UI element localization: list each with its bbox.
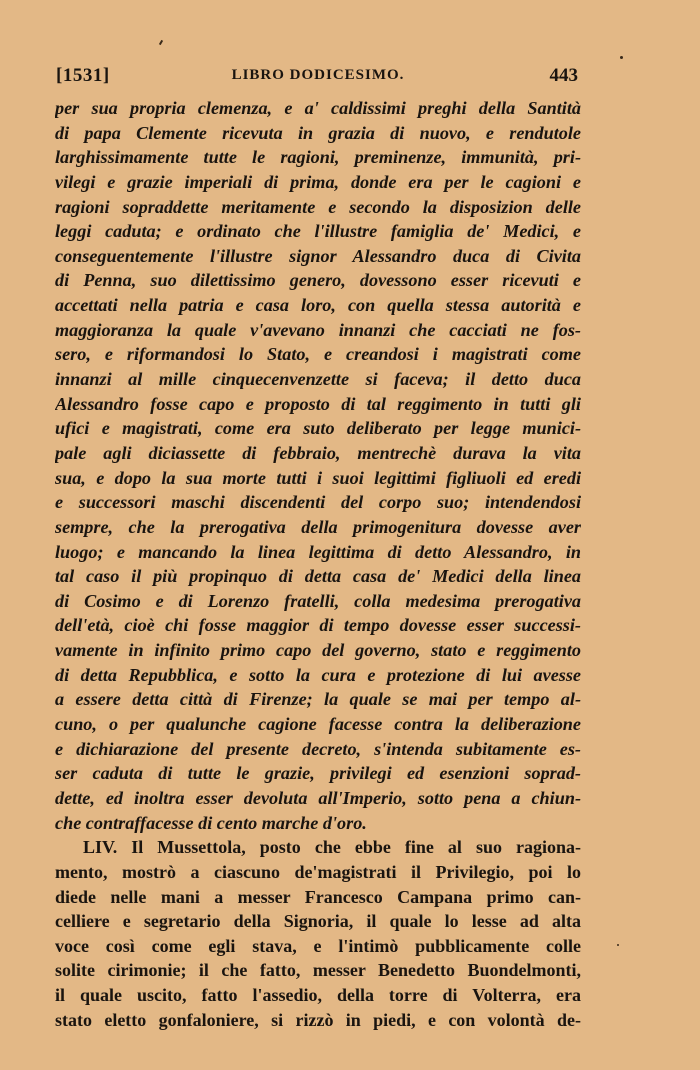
text-line: mento, mostrò a ciascuno de'magistrati il Privilegio, poi lo (55, 861, 581, 882)
text-line: vamente in infinito primo capo del governo, stato e reggimento (55, 640, 581, 661)
ink-speck (617, 944, 619, 946)
text-line: e dichiarazione del presente decreto, s'intenda subitamente es- (55, 738, 581, 759)
text-line: innanzi al mille cinquecenvenzette si faceva; il detto duca (55, 369, 581, 390)
text-line: LIV. Il Mussettola, posto che ebbe fine al suo ragiona- (83, 837, 581, 858)
text-line: di Cosimo e di Lorenzo fratelli, colla medesima prerogativa (55, 590, 581, 611)
text-line: celliere e segretario della Signoria, il quale lo lesse ad alta (55, 911, 581, 932)
text-line: a essere detta città di Firenze; la quale se mai per tempo al- (55, 689, 581, 710)
text-line: vilegi e grazie imperiali di prima, donde era per le cagioni e (55, 171, 581, 192)
text-line: conseguentemente l'illustre signor Alessandro duca di Civita (55, 245, 581, 266)
text-line: pale agli diciassette di febbraio, mentrechè durava la vita (55, 442, 581, 463)
text-line: voce così come egli stava, e l'intimò pubblicamente colle (55, 935, 581, 956)
header-year: [1531] (56, 65, 110, 86)
text-line: diede nelle mani a messer Francesco Campana primo can- (55, 886, 581, 907)
text-line: dell'età, cioè chi fosse maggior di tempo dovesse esser successi- (55, 615, 581, 636)
text-line: leggi caduta; e ordinato che l'illustre famiglia de' Medici, e (55, 221, 581, 242)
text-line: Alessandro fosse capo e proposto di tal reggimento in tutti gli (55, 393, 581, 414)
text-line: luogo; e mancando la linea legittima di detto Alessandro, in (55, 541, 581, 562)
text-line: larghissimamente tutte le ragioni, preminenze, immunità, pri- (55, 147, 581, 168)
text-line: solite cirimonie; il che fatto, messer Benedetto Buondelmonti, (55, 960, 581, 981)
text-line: tal caso il più propinquo di detta casa de' Medici della linea (55, 566, 581, 587)
text-line: e successori maschi discendenti del corpo suo; intendendosi (55, 492, 581, 513)
text-line: che contraffacesse di cento marche d'oro. (55, 812, 367, 833)
text-line: di detta Repubblica, e sotto la cura e protezione di lui avesse (55, 664, 581, 685)
page-number: 443 (549, 65, 578, 86)
text-line: ser caduta di tutte le grazie, privilegi ed esenzioni soprad- (55, 763, 581, 784)
text-line: di Penna, suo dilettissimo genero, dovessono esser ricevuti e (55, 270, 581, 291)
text-line: per sua propria clemenza, e a' caldissimi preghi della Santità (55, 98, 581, 118)
text-line: di papa Clemente ricevuta in grazia di nuovo, e rendutole (55, 122, 581, 143)
ink-speck (620, 56, 623, 59)
text-line: il quale uscito, fatto l'assedio, della torre di Volterra, era (55, 985, 581, 1006)
text-line: sua, e dopo la sua morte tutti i suoi legittimi figliuoli ed eredi (55, 467, 581, 488)
ink-speck (159, 40, 163, 45)
text-line: ufici e magistrati, come era suto deliberato per legge munici- (55, 418, 581, 439)
running-header (56, 65, 580, 89)
text-line: accettati nella patria e casa loro, con quella stessa autorità e (55, 295, 581, 316)
text-line: cuno, o per qualunche cagione facesse contra la deliberazione (55, 714, 581, 735)
text-line: maggioranza la quale v'avevano innanzi che cacciati ne fos- (55, 319, 581, 340)
page-body (55, 96, 581, 1032)
text-line: ragioni sopraddette meritamente e secondo la disposizion delle (55, 196, 581, 217)
header-book-title: LIBRO DODICESIMO. (231, 67, 405, 83)
text-line: sero, e riformandosi lo Stato, e creandosi i magistrati come (55, 344, 581, 365)
text-line: sempre, che la prerogativa della primogenitura dovesse aver (55, 516, 581, 537)
paragraph-liv (55, 835, 581, 1032)
text-line: stato eletto gonfaloniere, si rizzò in piedi, e con volontà de- (55, 1009, 581, 1030)
text-line: dette, ed inoltra esser devoluta all'Imperio, sotto pena a chiun- (55, 787, 581, 808)
italic-decree-text (55, 96, 581, 835)
